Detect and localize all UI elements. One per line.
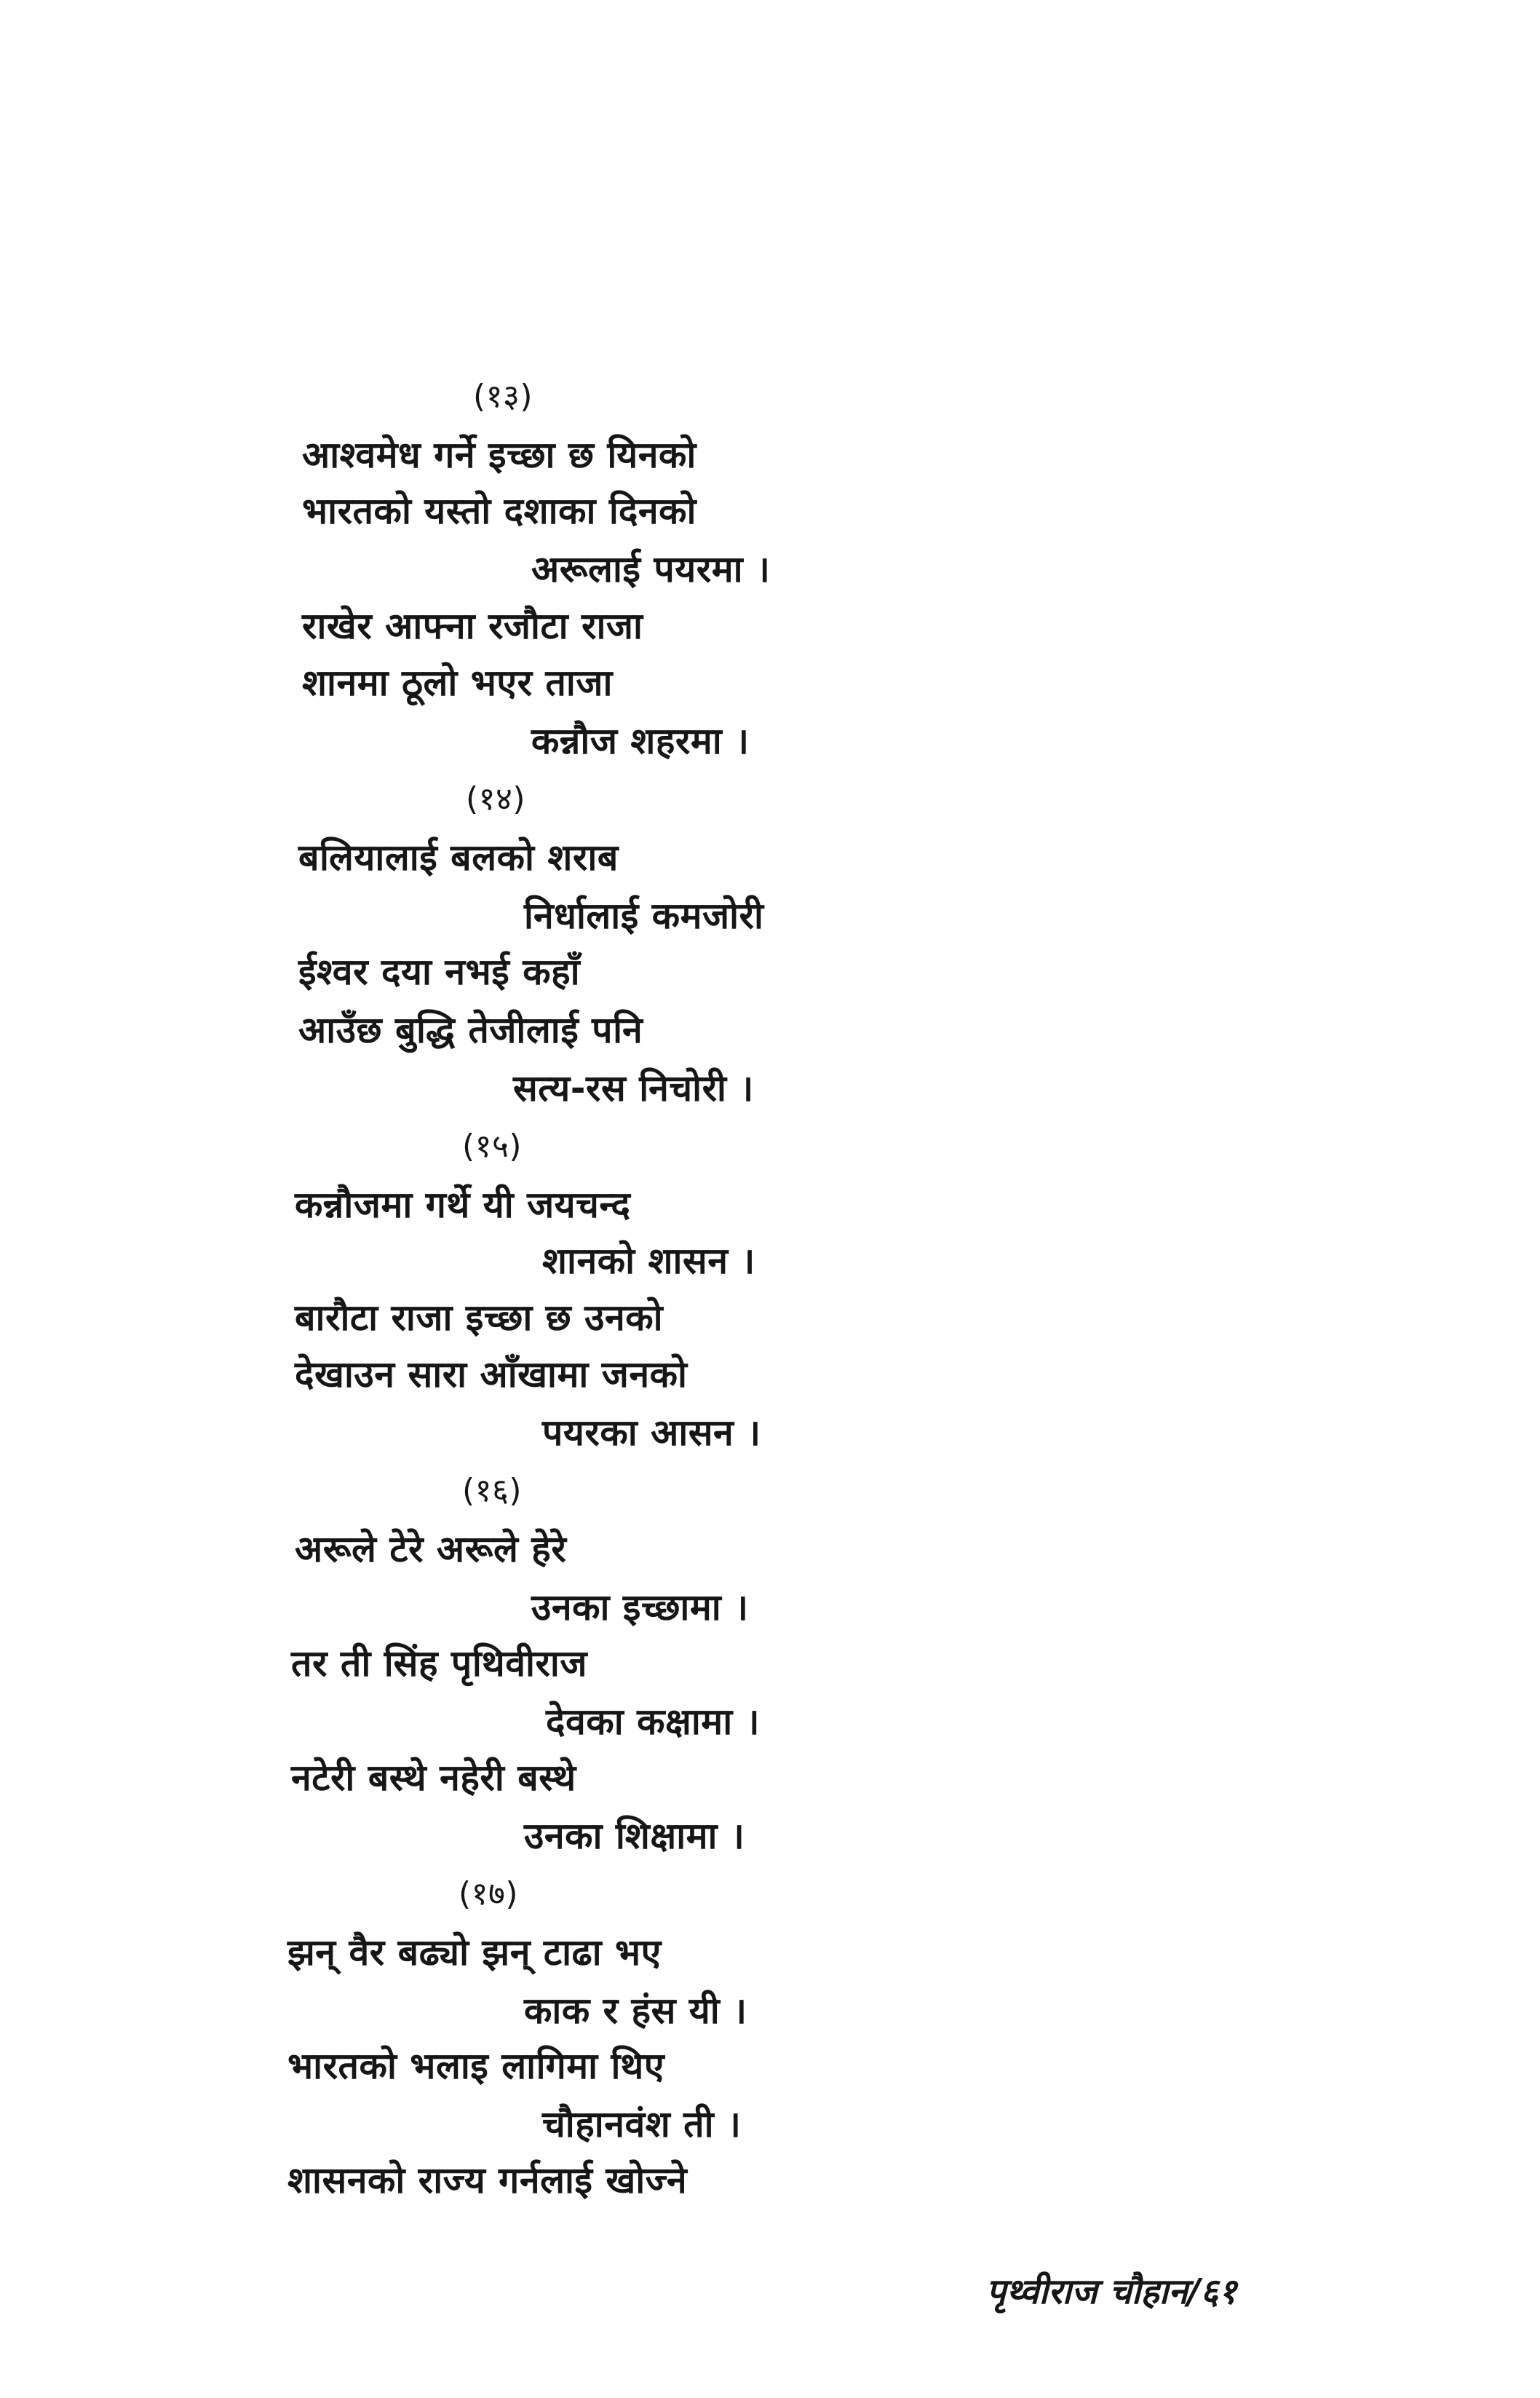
stanza-number-17: (१७) bbox=[459, 1875, 519, 1912]
verse-line: निर्धालाई कमजोरी bbox=[524, 895, 764, 937]
verse-line: शासनको राज्य गर्नलाई खोज्ने bbox=[287, 2159, 688, 2201]
verse-line: पयरका आसन । bbox=[542, 1412, 761, 1454]
verse-line: नटेरी बस्थे नहेरी बस्थे bbox=[291, 1757, 576, 1799]
verse-line: देवका कक्षामा । bbox=[546, 1701, 761, 1743]
verse-line: देखाउन सारा आँखामा जनको bbox=[295, 1353, 688, 1396]
verse-line: अरूले टेरे अरूले हेरे bbox=[295, 1528, 567, 1570]
stanza-number-15: (१५) bbox=[462, 1128, 523, 1165]
verse-line: भारतको भलाइ लागिमा थिए bbox=[287, 2045, 665, 2087]
verse-line: बारौटा राजा इच्छा छ उनको bbox=[295, 1297, 664, 1339]
stanza-number-14: (१४) bbox=[466, 780, 526, 818]
verse-line: तर ती सिंह पृथिवीराज bbox=[291, 1642, 587, 1685]
verse-line: सत्य-रस निचोरी । bbox=[513, 1067, 754, 1109]
verse-line: राखेर आफ्ना रजौटा राजा bbox=[302, 605, 643, 647]
verse-line: कन्नौजमा गर्थे यी जयचन्द bbox=[295, 1184, 631, 1226]
verse-line: अरूलाई पयरमा । bbox=[531, 548, 771, 590]
verse-line: काक र हंस यी । bbox=[524, 1990, 747, 2032]
verse-line: कन्नौज शहरमा । bbox=[531, 720, 750, 762]
verse-line: आउँछ बुद्धि तेजीलाई पनि bbox=[298, 1009, 643, 1051]
verse-line: बलियालाई बलको शराब bbox=[298, 836, 619, 879]
verse-line: उनका शिक्षामा । bbox=[524, 1815, 745, 1857]
verse-line: ईश्वर दया नभई कहाँ bbox=[298, 951, 581, 993]
verse-line: झन् वैर बढ्यो झन् टाढा भए bbox=[287, 1931, 662, 1974]
verse-line: उनका इच्छामा । bbox=[531, 1586, 749, 1629]
verse-line: भारतको यस्तो दशाका दिनको bbox=[302, 490, 696, 532]
verse-line: आश्वमेध गर्ने इच्छा छ यिनको bbox=[302, 434, 696, 476]
verse-line: शानमा ठूलो भएर ताजा bbox=[302, 662, 613, 704]
stanza-number-13: (१३) bbox=[473, 378, 533, 415]
running-footer: पृथ्वीराज चौहान/६१ bbox=[986, 2271, 1237, 2312]
stanza-number-16: (१६) bbox=[462, 1472, 523, 1509]
verse-line: चौहानवंश ती । bbox=[542, 2103, 742, 2145]
verse-line: शानको शासन । bbox=[542, 1240, 755, 1282]
